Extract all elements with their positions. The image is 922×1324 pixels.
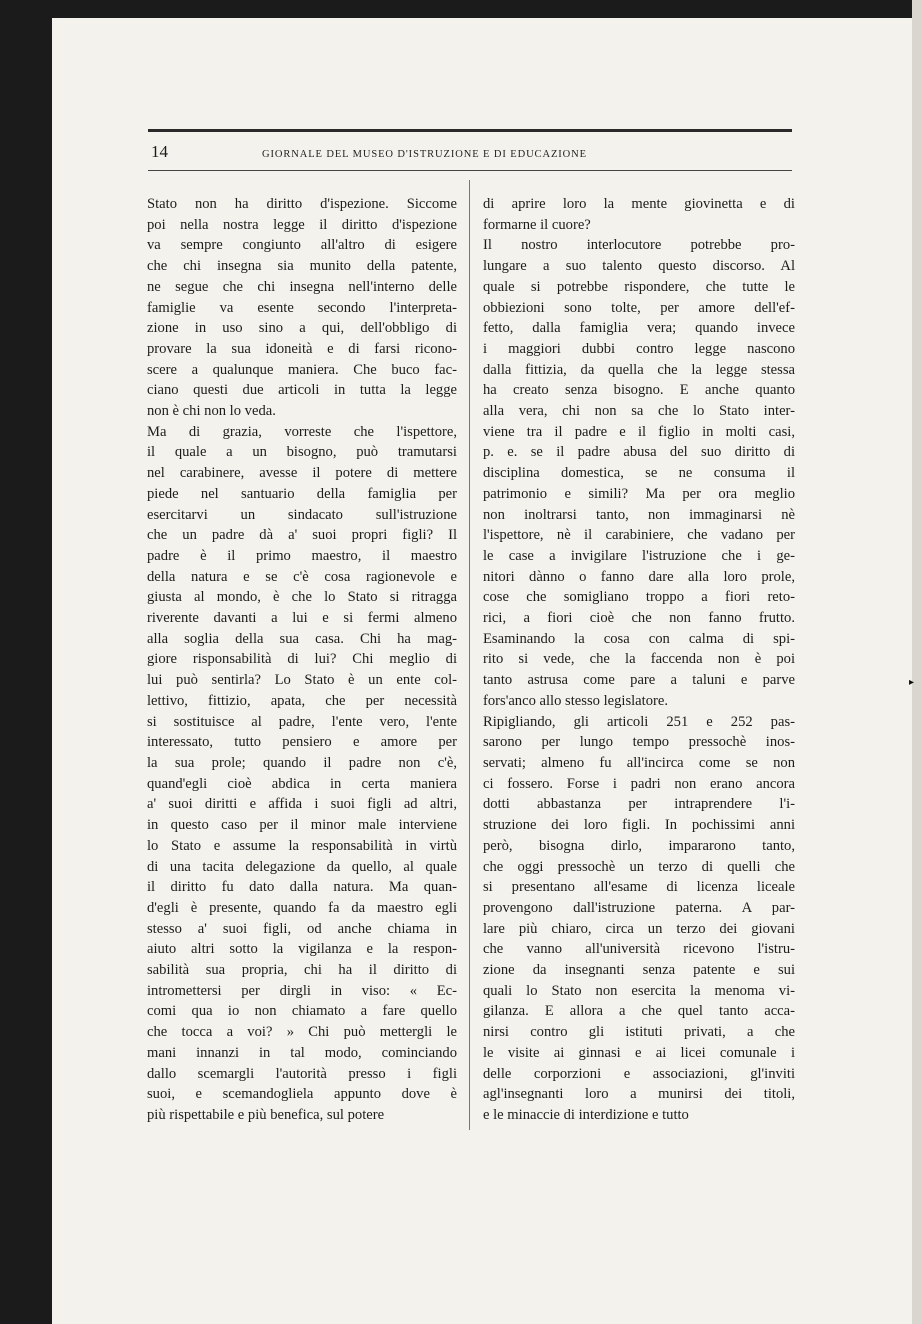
text-line: esercitarvi un sindacato sull'istruzione (147, 506, 457, 523)
text-line: fetto, dalla famiglia vera; quando invece (483, 320, 795, 337)
text-line: p. e. se il padre abusa del suo diritto di (483, 444, 795, 461)
text-line: agl'insegnanti loro a munirsi dei titoli, (483, 1086, 795, 1103)
text-line: l'ispettore, nè il carabiniere, che vadano per (483, 527, 795, 544)
text-line: d'egli è presente, quando fa da maestro egli (147, 899, 457, 916)
text-line: quand'egli cioè abdica in certa maniera (147, 775, 457, 792)
column-divider (469, 180, 470, 1130)
text-line: gilanza. E allora a che quel tanto acca- (483, 1003, 795, 1020)
text-line: lettivo, fittizio, apata, che per necessità (147, 692, 457, 709)
text-line: comi qua io non chiamato a fare quello (147, 1003, 457, 1020)
text-line: che oggi pressochè un terzo di quelli che (483, 858, 795, 875)
text-line: cose che somigliano troppo a fiori reto- (483, 589, 795, 606)
text-line: e le minaccie di interdizione e tutto (483, 1106, 689, 1123)
left-column (147, 194, 457, 1126)
text-line: dalla fittizia, da quella che la legge stessa (483, 361, 795, 378)
text-line: tanto astrusa come pare a taluni e parve (483, 672, 795, 689)
text-line: le visite ai ginnasi e ai licei comunale i (483, 1044, 795, 1061)
text-line: ciano questi due articoli in tutta la legge (147, 382, 457, 399)
text-line: lo Stato e assume la responsabilità in virtù (147, 837, 457, 854)
text-line: alla soglia della sua casa. Chi ha mag- (147, 630, 457, 647)
text-line: viene tra il padre e il figlio in molti casi, (483, 423, 795, 440)
text-line: nel carabinere, avesse il potere di mettere (147, 465, 457, 482)
text-line: va sempre congiunto all'altro di esigere (147, 237, 457, 254)
right-column (483, 194, 795, 1126)
header-underline (148, 170, 792, 171)
text-line: più rispettabile e più benefica, sul potere (147, 1106, 385, 1123)
text-line: poi nella nostra legge il diritto d'ispezione (147, 216, 457, 233)
text-line: obbiezioni sono tolte, per amore dell'ef- (483, 299, 795, 316)
text-line: della natura e se c'è cosa ragionevole e (147, 568, 457, 585)
text-line: lare più chiaro, circa un terzo dei giovani (483, 920, 795, 937)
text-line: interessato, tutto pensiero e amore per (147, 734, 457, 751)
text-line: delle corporzioni e associazioni, gl'inviti (483, 1065, 795, 1082)
text-line: non è chi non lo veda. (147, 403, 276, 420)
text-line: stesso a' suoi figli, od anche chiama in (147, 920, 457, 937)
text-line: alla vera, chi non sa che lo Stato inter- (483, 403, 795, 420)
text-line: fors'anco allo stesso legislatore. (483, 692, 669, 709)
text-line: mani innanzi in tal modo, cominciando (147, 1044, 457, 1061)
text-line: Ripigliando, gli articoli 251 e 252 pas- (483, 713, 795, 730)
text-line: che chi insegna sia munito della patente, (147, 258, 457, 275)
page-edge (912, 0, 922, 1324)
text-line: ci fossero. Forse i padri non erano ancora (483, 775, 795, 792)
text-line: disciplina domestica, se ne consuma il (483, 465, 795, 482)
text-line: struzione dei loro figli. In pochissimi anni (483, 817, 795, 834)
text-line: quale si potrebbe rispondere, che tutte le (483, 278, 795, 295)
text-line: Il nostro interlocutore potrebbe pro- (483, 237, 795, 254)
text-line: si presentano all'esame di licenza liceale (483, 879, 795, 896)
text-line: il quale a un bisogno, può tramutarsi (147, 444, 457, 461)
text-line: nirsi contro gli istituti privati, a che (483, 1024, 795, 1041)
text-line: intromettersi per dirgli in viso: « Ec- (147, 982, 457, 999)
text-line: servati; almeno fu all'incirca come se non (483, 754, 795, 771)
text-line: rito si vede, che la faccenda non è poi (483, 651, 795, 668)
text-line: patrimonio e simili? Ma per ora meglio (483, 485, 795, 502)
text-line: formarne il cuore? (483, 216, 591, 233)
text-line: ne segue che chi insegna nell'interno delle (147, 278, 457, 295)
text-line: si sostituisce al padre, l'ente vero, l'ente (147, 713, 457, 730)
text-line: che tocca a voi? » Chi può mettergli le (147, 1024, 457, 1041)
text-line: a' suoi diritti e affida i suoi figli ad altri, (147, 796, 457, 813)
text-line: famiglie va esente secondo l'interpreta- (147, 299, 457, 316)
text-line: rici, a fiori cioè che non fanno frutto. (483, 610, 795, 627)
margin-mark: ▸ (909, 677, 915, 688)
text-line: suoi, e scemandogliela appunto dove è (147, 1086, 457, 1103)
text-line: piede nel santuario della famiglia per (147, 485, 457, 502)
text-line: i maggiori dubbi contro legge nascono (483, 340, 795, 357)
text-line: lungare a suo talento questo discorso. Al (483, 258, 795, 275)
text-line: che un padre dà a' suoi propri figli? Il (147, 527, 457, 544)
text-line: la sua prole; quando il padre non c'è, (147, 754, 457, 771)
text-line: dallo scemargli l'autorità presso i figli (147, 1065, 457, 1082)
running-title: GIORNALE DEL MUSEO D'ISTRUZIONE E DI EDUCAZIONE (262, 149, 587, 160)
text-line: che vanno all'università ricevono l'istru- (483, 941, 795, 958)
text-line: giusta al mondo, è che lo Stato si ritragga (147, 589, 457, 606)
header-rule (148, 129, 792, 132)
text-line: in questo caso per il minor male interviene (147, 817, 457, 834)
page-number: 14 (151, 142, 168, 161)
text-line: però, bisogna dirlo, impararono tanto, (483, 837, 795, 854)
text-line: padre è il primo maestro, il maestro (147, 547, 457, 564)
text-line: lui può sentirla? Lo Stato è un ente col- (147, 672, 457, 689)
text-line: scere a qualunque maniera. Che buco fac- (147, 361, 457, 378)
text-line: riverente davanti a lui e si fermi almeno (147, 610, 457, 627)
text-line: dotti abbastanza per intraprendere l'i- (483, 796, 795, 813)
text-line: zione in uso sino a qui, dell'obbligo di (147, 320, 457, 337)
text-line: Stato non ha diritto d'ispezione. Siccome (147, 196, 457, 212)
text-line: giore risponsabilità di lui? Chi meglio di (147, 651, 457, 668)
text-line: il diritto fu dato dalla natura. Ma quan- (147, 879, 457, 896)
text-line: sarono per lungo tempo pressochè inos- (483, 734, 795, 751)
text-line: provengono dall'istruzione paterna. A par- (483, 899, 795, 916)
text-line: non inoltrarsi tanto, non immaginarsi nè (483, 506, 795, 523)
text-line: zione da insegnanti senza patente e sui (483, 962, 795, 979)
text-line: quali lo Stato non esercita la menoma vi- (483, 982, 795, 999)
text-line: le case a invigilare l'istruzione che i ge- (483, 547, 795, 564)
text-line: nitori dànno o fanno dare alla loro prole, (483, 568, 795, 585)
text-line: Esaminando la cosa con calma di spi- (483, 630, 795, 647)
text-line: sabilità sua propria, chi ha il diritto di (147, 962, 457, 979)
text-line: di una tacita delegazione da quello, al quale (147, 858, 457, 875)
text-line: di aprire loro la mente giovinetta e di (483, 196, 795, 212)
text-line: Ma di grazia, vorreste che l'ispettore, (147, 423, 457, 440)
text-line: provare la sua idoneità e di farsi ricono- (147, 340, 457, 357)
text-line: ha creato senza bisogno. E anche quanto (483, 382, 795, 399)
text-line: aiuto altri sotto la vigilanza e la respon- (147, 941, 457, 958)
